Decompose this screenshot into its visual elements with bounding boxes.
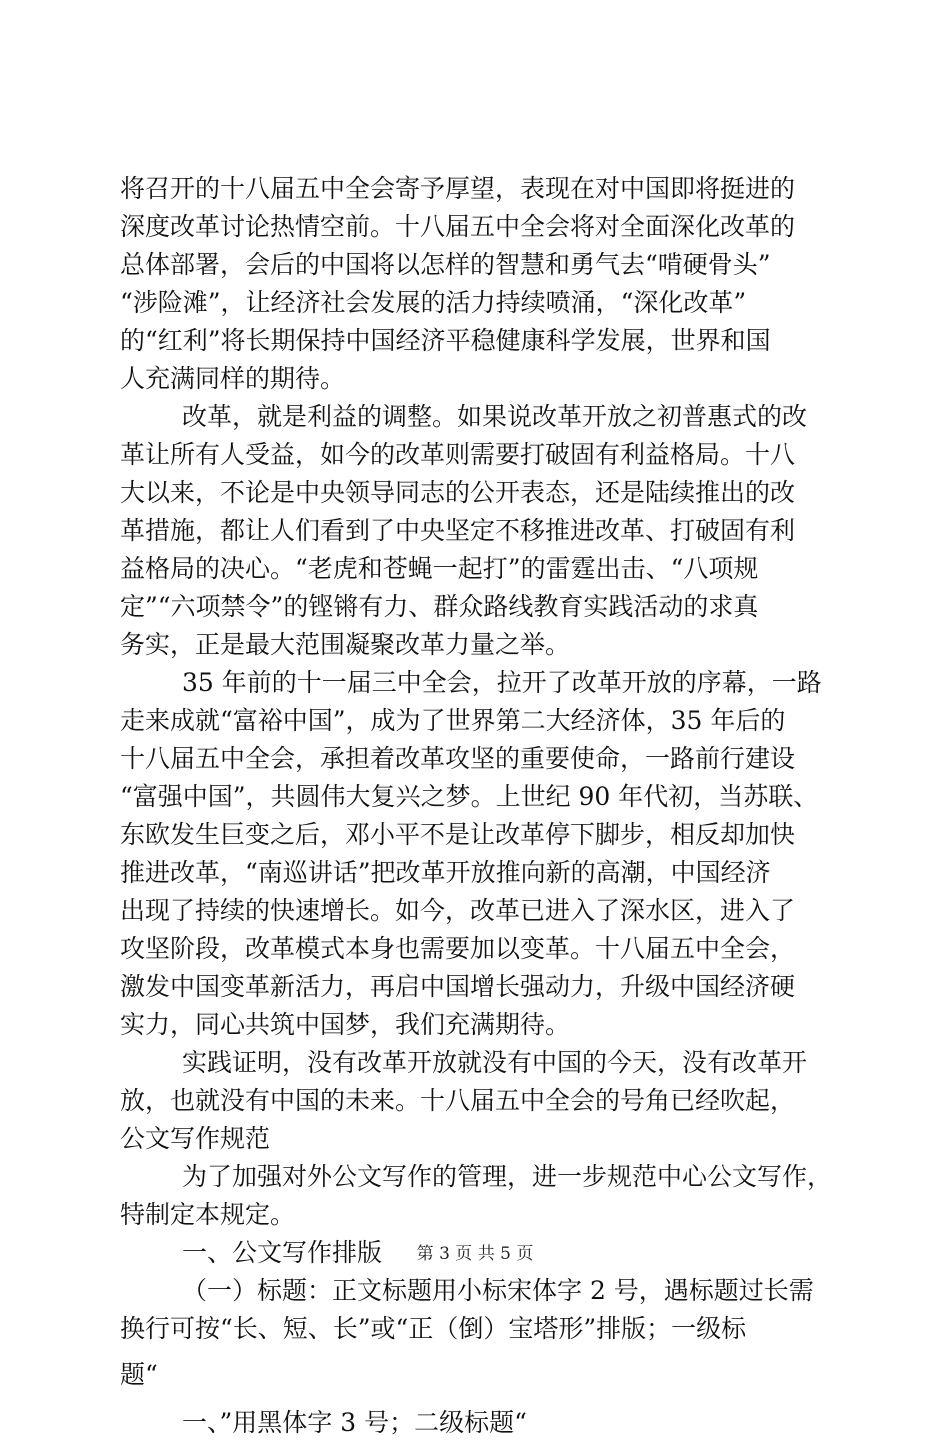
text-line: 攻坚阶段，改革模式本身也需要加以变革。十八届五中全会， [120,934,796,963]
text-line: 将召开的十八届五中全会寄予厚望，表现在对中国即将挺进的 [120,174,796,203]
text-line: 35 年前的十一届三中全会，拉开了改革开放的序幕，一路 [182,668,822,697]
text-line: 推进改革，“南巡讲话”把改革开放推向新的高潮，中国经济 [120,858,771,887]
text-line: 实力，同心共筑中国梦，我们充满期待。 [120,1010,571,1039]
text-line: “涉险滩”，让经济社会发展的活力持续喷涌，“深化改革” [120,288,747,317]
page-footer: 第 3 页 共 5 页 [416,1244,534,1264]
text-line: 总体部署，会后的中国将以怎样的智慧和勇气去“啃硬骨头” [120,250,771,279]
text-line: 大以来，不论是中央领导同志的公开表态，还是陆续推出的改 [120,478,796,507]
text-line: 公文写作规范 [120,1124,271,1153]
text-line: 益格局的决心。“老虎和苍蝇一起打”的雷霆出击、“八项规 [120,554,759,583]
text-line: 一、公文写作排版 [182,1238,383,1267]
text-line: “富强中国”，共圆伟大复兴之梦。上世纪 90 年代初，当苏联、 [120,782,819,811]
text-line: 放，也就没有中国的未来。十八届五中全会的号角已经吹起， [120,1086,796,1115]
text-line: 改革，就是利益的调整。如果说改革开放之初普惠式的改 [182,402,808,431]
text-line: 换行可按“长、短、长”或“正（倒）宝塔形”排版；一级标 [120,1314,747,1343]
text-line: 革措施，都让人们看到了中央坚定不移推进改革、打破固有利 [120,516,796,545]
text-line: 东欧发生巨变之后，邓小平不是让改革停下脚步，相反却加快 [120,820,796,849]
text-line: 的“红利”将长期保持中国经济平稳健康科学发展，世界和国 [120,326,771,355]
text-line: 特制定本规定。 [120,1200,296,1229]
text-line: 一、”用黑体字 3 号；二级标题“ [182,1408,527,1437]
text-line: 题“ [120,1360,158,1389]
text-line: 出现了持续的快速增长。如今，改革已进入了深水区，进入了 [120,896,796,925]
text-line: 为了加强对外公文写作的管理，进一步规范中心公文写作， [182,1162,833,1191]
text-line: 十八届五中全会，承担着改革攻坚的重要使命，一路前行建设 [120,744,796,773]
text-line: 务实，正是最大范围凝聚改革力量之举。 [120,630,571,659]
text-line: 深度改革讨论热情空前。十八届五中全会将对全面深化改革的 [120,212,796,241]
text-line: 人充满同样的期待。 [120,364,346,393]
text-line: 定”“六项禁令”的铿锵有力、群众路线教育实践活动的求真 [120,592,759,621]
text-line: 革让所有人受益，如今的改革则需要打破固有利益格局。十八 [120,440,796,469]
text-line: （一）标题：正文标题用小标宋体字 2 号，遇标题过长需 [182,1276,814,1305]
text-line: 走来成就“富裕中国”，成为了世界第二大经济体，35 年后的 [120,706,786,735]
text-line: 激发中国变革新活力，再启中国增长强动力，升级中国经济硬 [120,972,796,1001]
text-line: 实践证明，没有改革开放就没有中国的今天，没有改革开 [182,1048,808,1077]
